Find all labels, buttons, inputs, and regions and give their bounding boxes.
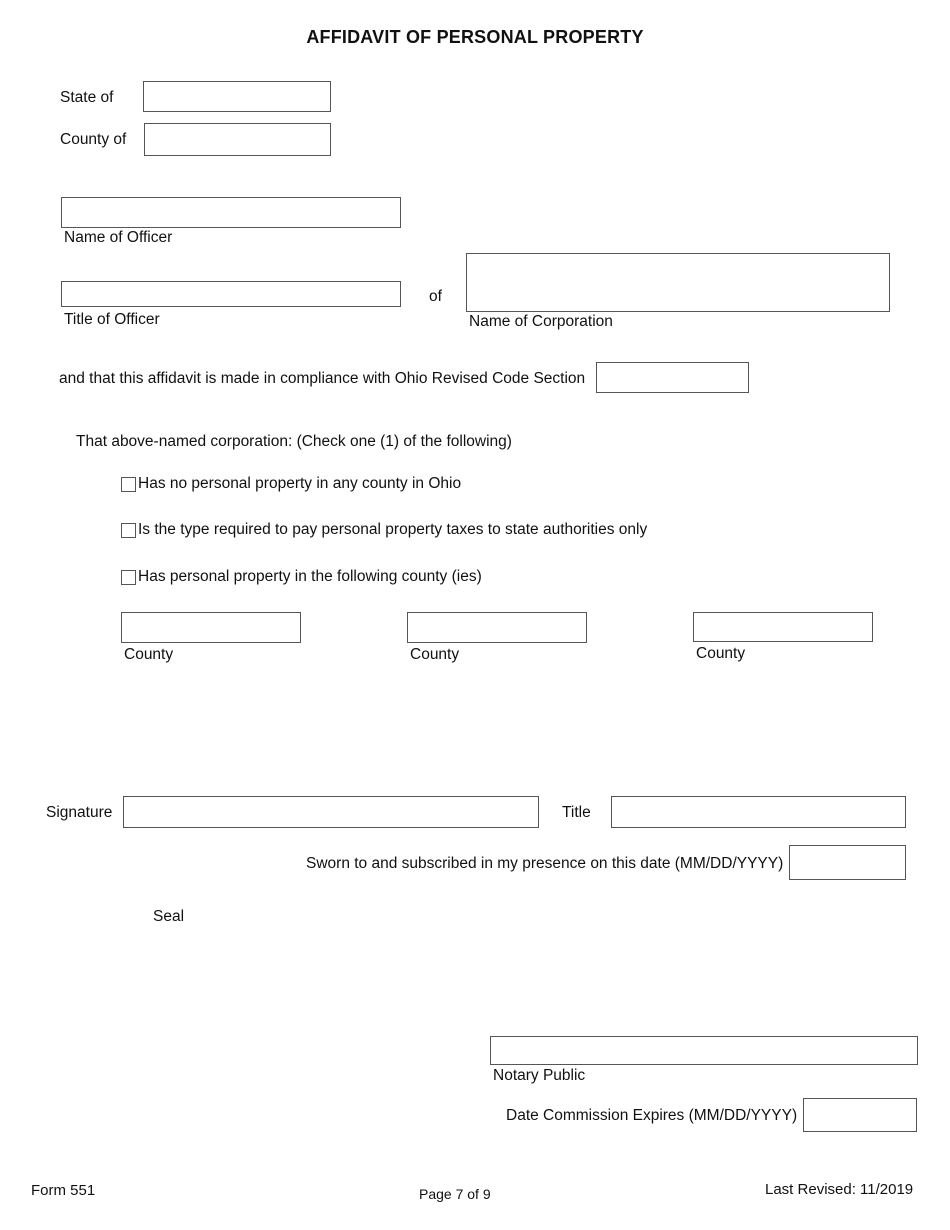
has-property-option-label: Has personal property in the following county (ies)	[138, 568, 482, 585]
state-only-checkbox[interactable]	[121, 523, 136, 538]
county-field-1-label: County	[124, 646, 174, 663]
signature-field[interactable]	[123, 796, 539, 828]
signature-label: Signature	[46, 804, 113, 821]
has-property-checkbox[interactable]	[121, 570, 136, 585]
no-property-option-label: Has no personal property in any county in Ohio	[138, 475, 462, 492]
officer-name-field[interactable]	[61, 197, 401, 228]
compliance-text: and that this affidavit is made in compliance with Ohio Revised Code Section	[59, 370, 586, 387]
state-field[interactable]	[143, 81, 331, 112]
corporation-name-field[interactable]	[466, 253, 890, 312]
county-field-3-label: County	[696, 645, 746, 662]
no-property-checkbox[interactable]	[121, 477, 136, 492]
notary-public-label: Notary Public	[493, 1067, 586, 1084]
form-number: Form 551	[31, 1182, 96, 1199]
county-label: County of	[60, 131, 127, 148]
officer-title-field[interactable]	[61, 281, 401, 307]
sworn-date-field[interactable]	[789, 845, 906, 880]
seal-label: Seal	[153, 908, 185, 925]
county-field-1[interactable]	[121, 612, 301, 643]
title-label: Title	[562, 804, 591, 821]
county-field[interactable]	[144, 123, 331, 156]
commission-expires-label: Date Commission Expires (MM/DD/YYYY)	[506, 1107, 798, 1124]
officer-title-label: Title of Officer	[64, 311, 160, 328]
county-field-2-label: County	[410, 646, 460, 663]
check-instruction: That above-named corporation: (Check one (1) of the following)	[76, 433, 512, 450]
commission-expires-field[interactable]	[803, 1098, 917, 1132]
county-field-3[interactable]	[693, 612, 873, 642]
officer-name-label: Name of Officer	[64, 229, 173, 246]
state-only-option-label: Is the type required to pay personal property taxes to state authorities only	[138, 521, 648, 538]
corporation-name-label: Name of Corporation	[469, 313, 613, 330]
of-label: of	[429, 288, 442, 305]
county-field-2[interactable]	[407, 612, 587, 643]
state-label: State of	[60, 89, 114, 106]
sworn-statement: Sworn to and subscribed in my presence on this date (MM/DD/YYYY)	[306, 855, 784, 872]
page-title: AFFIDAVIT OF PERSONAL PROPERTY	[306, 27, 644, 47]
page-number: Page 7 of 9	[419, 1186, 491, 1202]
code-section-field[interactable]	[596, 362, 749, 393]
title-field[interactable]	[611, 796, 906, 828]
last-revised: Last Revised: 11/2019	[765, 1181, 914, 1198]
notary-public-field[interactable]	[490, 1036, 918, 1065]
